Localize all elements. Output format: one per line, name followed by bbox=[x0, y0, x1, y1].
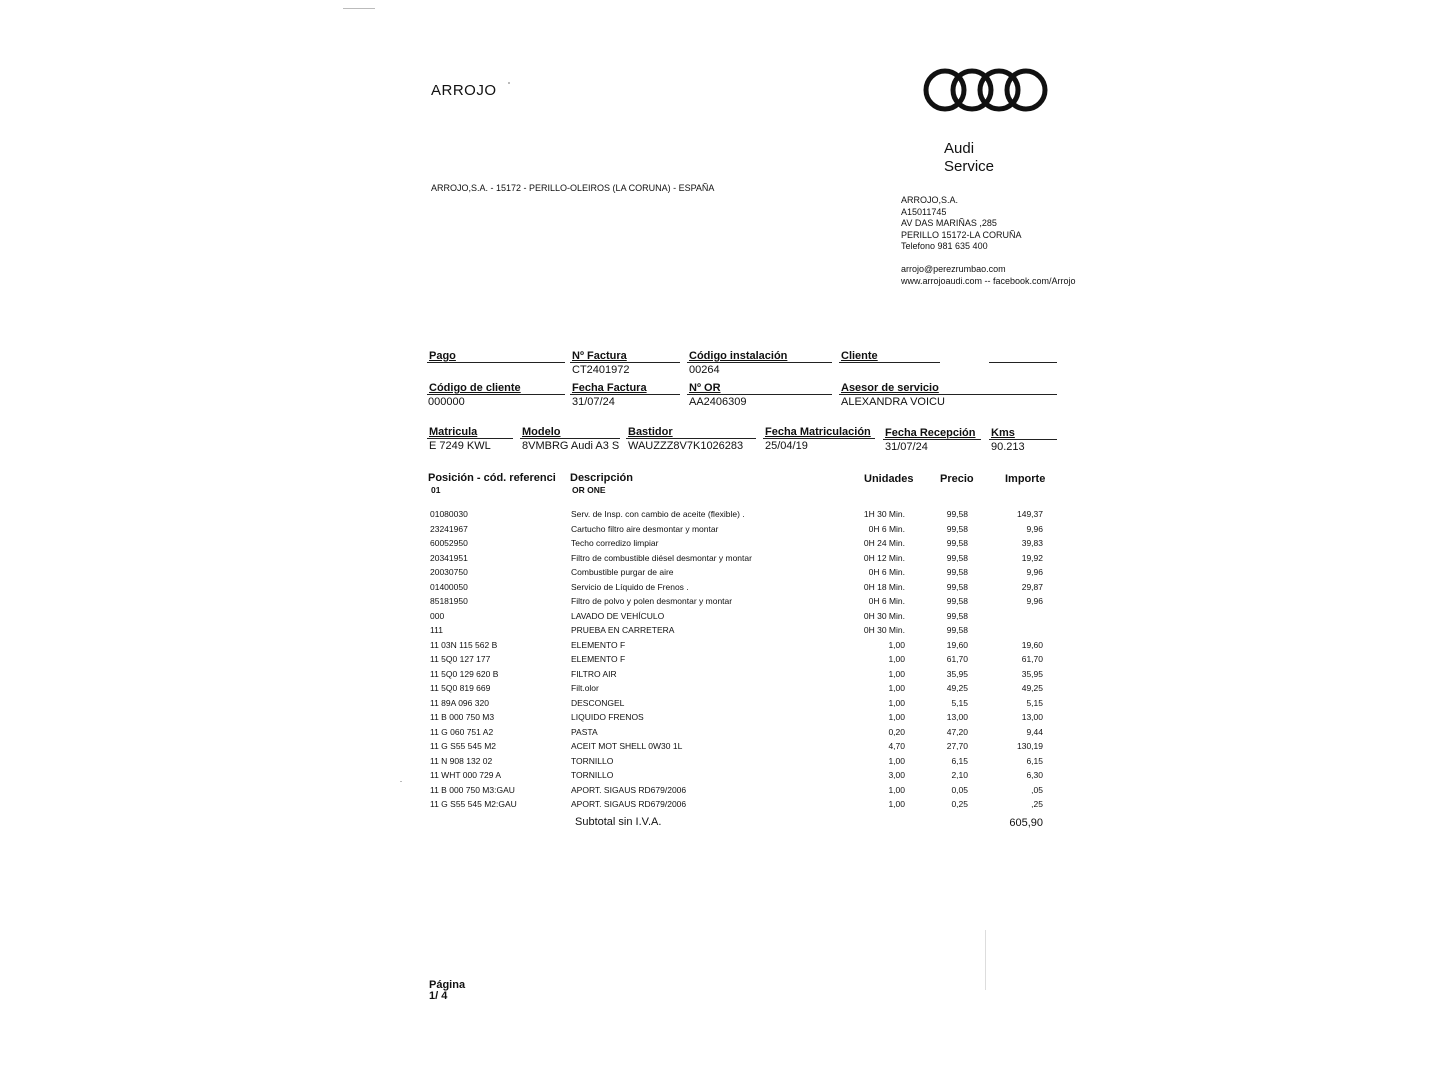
col-price-header: Precio bbox=[940, 473, 974, 485]
cell-ref: 85181950 bbox=[430, 596, 468, 606]
cell-ref: 11 G S55 545 M2 bbox=[430, 741, 496, 751]
cell-desc: LIQUIDO FRENOS bbox=[571, 712, 644, 722]
cell-desc: PASTA bbox=[571, 726, 598, 737]
cell-amount: ,25 bbox=[1031, 799, 1043, 809]
cell-price: 2,10 bbox=[951, 770, 968, 780]
table-row bbox=[0, 756, 1440, 771]
cell-price: 35,95 bbox=[946, 668, 968, 679]
company-line: ARROJO,S.A. bbox=[901, 195, 959, 205]
cell-amount: 29,87 bbox=[1021, 581, 1043, 592]
cell-desc: Servicio de Líquido de Frenos . bbox=[571, 581, 689, 592]
cell-price: 99,58 bbox=[946, 523, 968, 534]
table-row bbox=[0, 712, 1440, 727]
cell-desc: TORNILLO bbox=[571, 755, 614, 766]
kms-label: Kms bbox=[991, 427, 1015, 439]
dealer-address-line: ARROJO,S.A. - 15172 - PERILLO-OLEIROS (LA CORUNA) - ESPAÑA bbox=[431, 183, 715, 193]
table-row bbox=[0, 785, 1440, 800]
cell-amount: 13,00 bbox=[1021, 712, 1043, 722]
cell-units: 1,00 bbox=[888, 784, 905, 795]
divider bbox=[570, 394, 680, 395]
cell-price: 49,25 bbox=[946, 683, 968, 693]
cell-amount: 9,96 bbox=[1026, 567, 1043, 577]
cell-amount: 49,25 bbox=[1021, 683, 1043, 693]
cell-units: 0H 24 Min. bbox=[863, 538, 905, 548]
table-row bbox=[0, 770, 1440, 785]
audi-rings-logo bbox=[922, 66, 1050, 119]
table-row bbox=[0, 669, 1440, 684]
cell-units: 0H 12 Min. bbox=[863, 552, 905, 563]
company-email: arrojo@perezrumbao.com bbox=[901, 264, 1006, 274]
cell-desc: Filt.olor bbox=[571, 683, 599, 693]
cell-ref: 11 5Q0 127 177 bbox=[430, 654, 491, 664]
col-ref-sub: 01 bbox=[431, 485, 441, 495]
cell-desc: ELEMENTO F bbox=[571, 654, 626, 664]
divider bbox=[427, 438, 513, 439]
or-label: Nº OR bbox=[689, 382, 721, 394]
table-row bbox=[0, 625, 1440, 640]
dealer-name: ARROJO bbox=[431, 82, 497, 99]
cell-ref: 11 G S55 545 M2:GAU bbox=[430, 799, 517, 809]
matricula-value: E 7249 KWL bbox=[429, 440, 491, 452]
cell-price: 99,58 bbox=[946, 596, 968, 606]
cell-price: 27,70 bbox=[946, 741, 968, 751]
modelo-label: Modelo bbox=[522, 426, 561, 438]
divider bbox=[687, 362, 832, 363]
asesor-value: ALEXANDRA VOICU bbox=[841, 396, 945, 408]
cell-units: 1,00 bbox=[888, 639, 905, 650]
cell-ref: 000 bbox=[430, 610, 445, 621]
table-row bbox=[0, 538, 1440, 553]
cell-units: 0H 30 Min. bbox=[863, 610, 905, 621]
divider bbox=[839, 362, 940, 363]
cell-units: 0,20 bbox=[888, 726, 905, 737]
table-row bbox=[0, 611, 1440, 626]
cell-amount: 19,92 bbox=[1021, 552, 1043, 563]
cell-amount: 39,83 bbox=[1021, 538, 1043, 548]
cell-amount: ,05 bbox=[1031, 784, 1043, 795]
company-line: AV DAS MARIÑAS ,285 bbox=[901, 218, 997, 228]
table-row bbox=[0, 524, 1440, 539]
codigo-cliente-value: 000000 bbox=[428, 396, 465, 408]
cell-units: 0H 6 Min. bbox=[868, 567, 905, 577]
cell-price: 99,58 bbox=[946, 625, 968, 635]
cell-units: 0H 6 Min. bbox=[868, 596, 905, 606]
cell-price: 0,05 bbox=[951, 784, 968, 795]
cell-amount: 149,37 bbox=[1017, 509, 1043, 519]
fecha-factura-value: 31/07/24 bbox=[572, 396, 615, 408]
cell-price: 47,20 bbox=[946, 726, 968, 737]
cell-ref: 11 G 060 751 A2 bbox=[430, 726, 494, 737]
cell-amount: 9,44 bbox=[1026, 726, 1043, 737]
cell-ref: 11 B 000 750 M3:GAU bbox=[430, 784, 515, 795]
cell-ref: 20030750 bbox=[430, 567, 468, 577]
cell-price: 19,60 bbox=[946, 639, 968, 650]
table-row bbox=[0, 509, 1440, 524]
subtotal-value: 605,90 bbox=[1009, 817, 1043, 829]
fecha-matriculacion-label: Fecha Matriculación bbox=[765, 426, 871, 438]
cell-units: 3,00 bbox=[888, 770, 905, 780]
table-row bbox=[0, 698, 1440, 713]
cell-amount: 35,95 bbox=[1021, 668, 1043, 679]
cell-desc: TORNILLO bbox=[571, 770, 614, 780]
cell-price: 99,58 bbox=[946, 552, 968, 563]
cell-desc: Cartucho filtro aire desmontar y montar bbox=[571, 523, 719, 534]
cell-desc: LAVADO DE VEHÍCULO bbox=[571, 610, 665, 621]
cell-units: 4,70 bbox=[888, 741, 905, 751]
cell-amount: 61,70 bbox=[1021, 654, 1043, 664]
cell-ref: 11 5Q0 819 669 bbox=[430, 683, 491, 693]
cell-ref: 23241967 bbox=[430, 523, 468, 534]
cell-amount: 9,96 bbox=[1026, 523, 1043, 534]
factura-label: Nº Factura bbox=[572, 350, 627, 362]
scan-speck bbox=[400, 781, 402, 782]
col-ref-header: Posición - cód. referenci bbox=[428, 472, 556, 484]
cell-price: 0,25 bbox=[951, 799, 968, 809]
fecha-matriculacion-value: 25/04/19 bbox=[765, 440, 808, 452]
bastidor-value: WAUZZZ8V7K1026283 bbox=[628, 440, 744, 452]
table-row bbox=[0, 582, 1440, 597]
cliente-label: Cliente bbox=[841, 350, 878, 362]
cell-amount: 130,19 bbox=[1017, 741, 1043, 751]
fecha-factura-label: Fecha Factura bbox=[572, 382, 647, 394]
cell-desc: PRUEBA EN CARRETERA bbox=[571, 625, 675, 635]
col-desc-sub: OR ONE bbox=[572, 485, 606, 495]
divider bbox=[989, 362, 1057, 363]
cell-ref: 11 03N 115 562 B bbox=[430, 639, 498, 650]
brand-block bbox=[944, 140, 994, 176]
cell-desc: ELEMENTO F bbox=[571, 639, 626, 650]
cell-amount: 6,30 bbox=[1026, 770, 1043, 780]
cell-units: 0H 30 Min. bbox=[863, 625, 905, 635]
cell-price: 99,58 bbox=[946, 567, 968, 577]
cell-desc: APORT. SIGAUS RD679/2006 bbox=[571, 784, 687, 795]
cell-price: 6,15 bbox=[951, 755, 968, 766]
cell-units: 1,00 bbox=[888, 712, 905, 722]
cell-desc: Serv. de Insp. con cambio de aceite (flexible) . bbox=[571, 509, 745, 519]
cell-price: 99,58 bbox=[946, 538, 968, 548]
instalacion-value: 00264 bbox=[689, 364, 720, 376]
cell-desc: Filtro de polvo y polen desmontar y montar bbox=[571, 596, 733, 606]
divider bbox=[763, 438, 875, 439]
company-web: www.arrojoaudi.com -- facebook.com/Arrojo bbox=[901, 275, 1076, 286]
cell-ref: 11 B 000 750 M3 bbox=[430, 712, 495, 722]
pago-label: Pago bbox=[429, 350, 456, 362]
company-contact bbox=[901, 264, 1076, 287]
company-line: A15011745 bbox=[901, 206, 947, 217]
cell-price: 99,58 bbox=[946, 610, 968, 621]
table-row bbox=[0, 567, 1440, 582]
cell-amount: 9,96 bbox=[1026, 596, 1043, 606]
divider bbox=[427, 394, 565, 395]
bastidor-label: Bastidor bbox=[628, 426, 673, 438]
cell-ref: 111 bbox=[430, 625, 443, 635]
company-address bbox=[901, 195, 1022, 253]
divider bbox=[687, 394, 832, 395]
cell-units: 1,00 bbox=[888, 799, 905, 809]
cell-desc: APORT. SIGAUS RD679/2006 bbox=[571, 799, 687, 809]
table-row bbox=[0, 727, 1440, 742]
cell-desc: FILTRO AIR bbox=[571, 668, 617, 679]
brand-service: Service bbox=[944, 158, 995, 175]
page-number: 1/ 4 bbox=[429, 990, 448, 1002]
cell-ref: 01400050 bbox=[430, 581, 468, 592]
cell-units: 1,00 bbox=[888, 755, 905, 766]
cell-units: 1,00 bbox=[888, 697, 905, 708]
cell-desc: Techo corredizo limpiar bbox=[571, 538, 659, 548]
cell-price: 13,00 bbox=[946, 712, 968, 722]
cell-price: 99,58 bbox=[946, 509, 968, 519]
cell-units: 1H 30 Min. bbox=[863, 509, 905, 519]
page-indicator bbox=[429, 980, 465, 1002]
col-desc-header: Descripción bbox=[570, 472, 633, 484]
divider bbox=[570, 362, 680, 363]
fecha-recepcion-label: Fecha Recepción bbox=[885, 427, 976, 439]
cell-units: 0H 6 Min. bbox=[868, 523, 905, 534]
subtotal-label: Subtotal sin I.V.A. bbox=[575, 816, 662, 828]
cell-price: 5,15 bbox=[951, 697, 968, 708]
cell-units: 1,00 bbox=[888, 683, 905, 693]
cell-price: 61,70 bbox=[946, 654, 968, 664]
cell-units: 1,00 bbox=[888, 654, 905, 664]
table-row bbox=[0, 741, 1440, 756]
page-label: Página bbox=[429, 979, 466, 991]
scan-speck bbox=[985, 930, 986, 990]
scan-speck bbox=[343, 8, 375, 9]
divider bbox=[520, 438, 620, 439]
company-line: Telefono 981 635 400 bbox=[901, 241, 988, 251]
cell-price: 99,58 bbox=[946, 581, 968, 592]
table-row bbox=[0, 553, 1440, 568]
divider bbox=[427, 362, 565, 363]
modelo-value: 8VMBRG Audi A3 S bbox=[522, 440, 620, 452]
divider bbox=[989, 439, 1057, 440]
cell-ref: 01080030 bbox=[430, 509, 468, 519]
cell-desc: DESCONGEL bbox=[571, 697, 625, 708]
col-units-header: Unidades bbox=[864, 473, 914, 485]
table-row bbox=[0, 640, 1440, 655]
divider bbox=[883, 439, 981, 440]
brand-name: Audi bbox=[944, 140, 975, 157]
kms-value: 90.213 bbox=[991, 441, 1025, 453]
divider bbox=[626, 438, 756, 439]
table-row bbox=[0, 596, 1440, 611]
cell-ref: 11 WHT 000 729 A bbox=[430, 770, 502, 780]
cell-ref: 11 89A 096 320 bbox=[430, 697, 489, 708]
fecha-recepcion-value: 31/07/24 bbox=[885, 441, 928, 453]
divider bbox=[839, 394, 1057, 395]
cell-amount: 5,15 bbox=[1026, 697, 1043, 708]
table-row bbox=[0, 654, 1440, 669]
cell-ref: 60052950 bbox=[430, 538, 468, 548]
cell-desc: Combustible purgar de aire bbox=[571, 567, 674, 577]
table-row bbox=[0, 799, 1440, 814]
cell-units: 1,00 bbox=[888, 668, 905, 679]
company-line: PERILLO 15172-LA CORUÑA bbox=[901, 229, 1022, 240]
cell-amount: 19,60 bbox=[1021, 639, 1043, 650]
cell-ref: 20341951 bbox=[430, 552, 468, 563]
scan-speck bbox=[508, 82, 510, 84]
cell-amount: 6,15 bbox=[1026, 755, 1043, 766]
factura-value: CT2401972 bbox=[572, 364, 630, 376]
cell-units: 0H 18 Min. bbox=[863, 581, 905, 592]
cell-desc: ACEIT MOT SHELL 0W30 1L bbox=[571, 741, 683, 751]
or-value: AA2406309 bbox=[689, 396, 747, 408]
codigo-cliente-label: Código de cliente bbox=[429, 382, 521, 394]
cell-desc: Filtro de combustible diésel desmontar y montar bbox=[571, 552, 752, 563]
asesor-label: Asesor de servicio bbox=[841, 382, 939, 394]
matricula-label: Matricula bbox=[429, 426, 478, 438]
cell-ref: 11 N 908 132 02 bbox=[430, 755, 493, 766]
instalacion-label: Código instalación bbox=[689, 350, 788, 362]
cell-ref: 11 5Q0 129 620 B bbox=[430, 668, 499, 679]
table-row bbox=[0, 683, 1440, 698]
col-amount-header: Importe bbox=[1005, 473, 1046, 485]
